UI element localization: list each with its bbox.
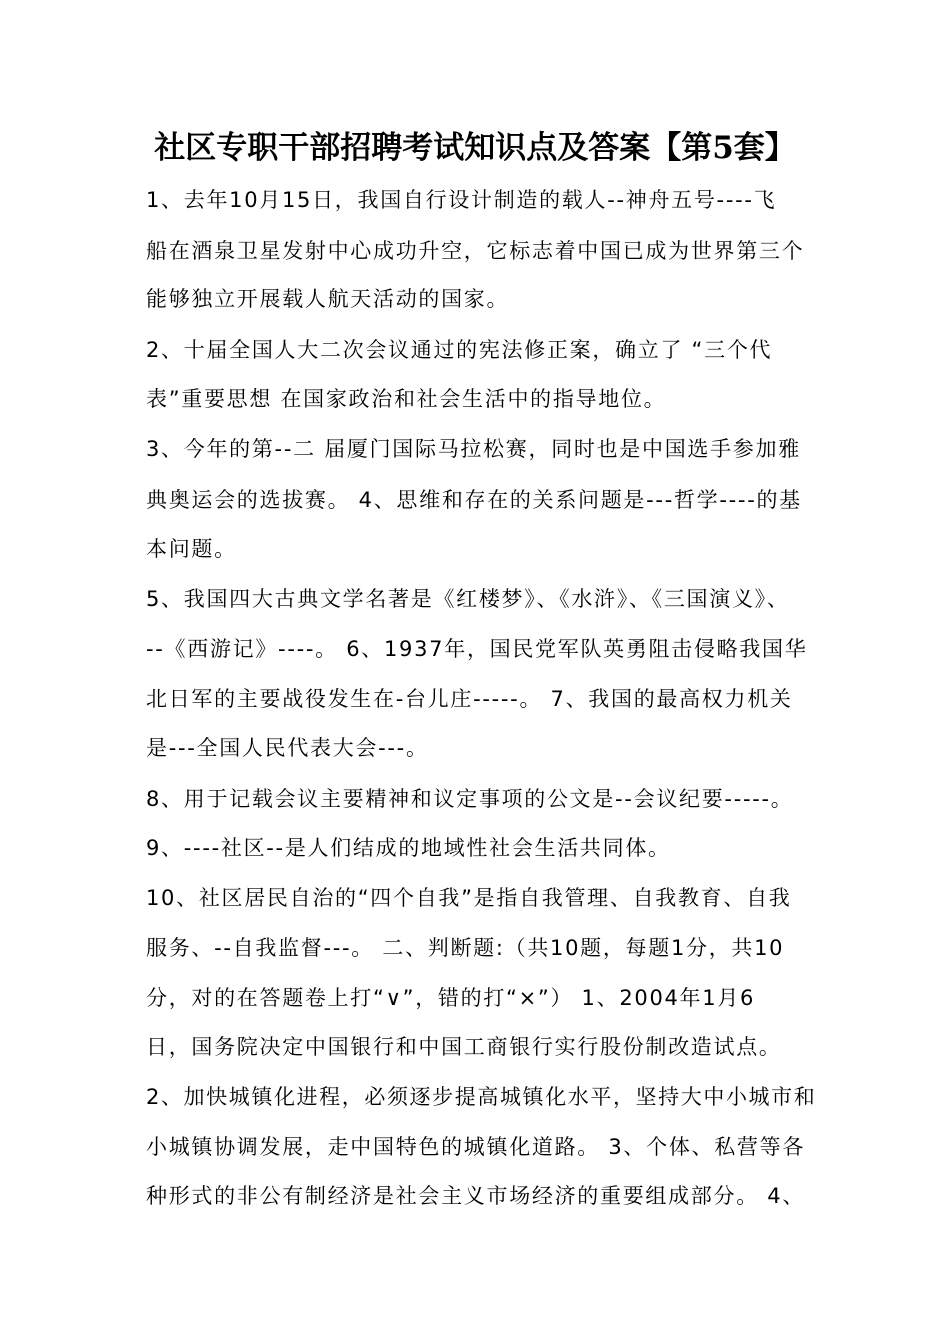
text-line: 能够独立开展载人航天活动的国家。 <box>146 287 510 311</box>
text-line: 典奥运会的选拔赛。 4、思维和存在的关系问题是---哲学----的基 <box>146 488 802 512</box>
text-line: 服务、--自我监督---。 二、判断题:（共10题，每题1分，共10 <box>146 936 785 960</box>
text-line: 小城镇协调发展，走中国特色的城镇化道路。 3、个体、私营等各 <box>146 1135 806 1159</box>
text-line: 北日军的主要战役发生在-台儿庄-----。 7、我国的最高权力机关 <box>146 687 793 711</box>
text-line: 本问题。 <box>146 537 237 561</box>
text-line: 9、----社区--是人们结成的地域性社会生活共同体。 <box>146 836 671 860</box>
text-line: 3、今年的第--二 届厦门国际马拉松赛，同时也是中国选手参加雅 <box>146 437 801 461</box>
page-title: 社区专职干部招聘考试知识点及答案【第5套】 <box>154 130 796 166</box>
text-line: 种形式的非公有制经济是社会主义市场经济的重要组成部分。 4、 <box>146 1184 806 1208</box>
text-line: 2、加快城镇化进程，必须逐步提高城镇化水平，坚持大中小城市和 <box>146 1085 817 1109</box>
text-line: 是---全国人民代表大会---。 <box>146 736 429 760</box>
text-line: --《西游记》----。 6、1937年，国民党军队英勇阻击侵略我国华 <box>146 637 808 661</box>
text-line: 10、社区居民自治的“四个自我”是指自我管理、自我教育、自我 <box>146 886 792 910</box>
text-line: 分，对的在答题卷上打“∨”，错的打“×”） 1、2004年1月6 <box>146 986 756 1010</box>
text-line: 表”重要思想 在国家政治和社会生活中的指导地位。 <box>146 387 667 411</box>
text-line: 船在酒泉卫星发射中心成功升空，它标志着中国已成为世界第三个 <box>146 239 805 263</box>
text-line: 2、十届全国人大二次会议通过的宪法修正案，确立了 “三个代 <box>146 338 773 362</box>
text-line: 5、我国四大古典文学名著是《红楼梦》、《水浒》、《三国演义》、 <box>146 587 790 611</box>
text-line: 日，国务院决定中国银行和中国工商银行实行股份制改造试点。 <box>146 1035 782 1059</box>
text-line: 1、去年10月15日，我国自行设计制造的载人--神舟五号----飞 <box>146 188 777 212</box>
text-line: 8、用于记载会议主要精神和议定事项的公文是--会议纪要-----。 <box>146 787 794 811</box>
